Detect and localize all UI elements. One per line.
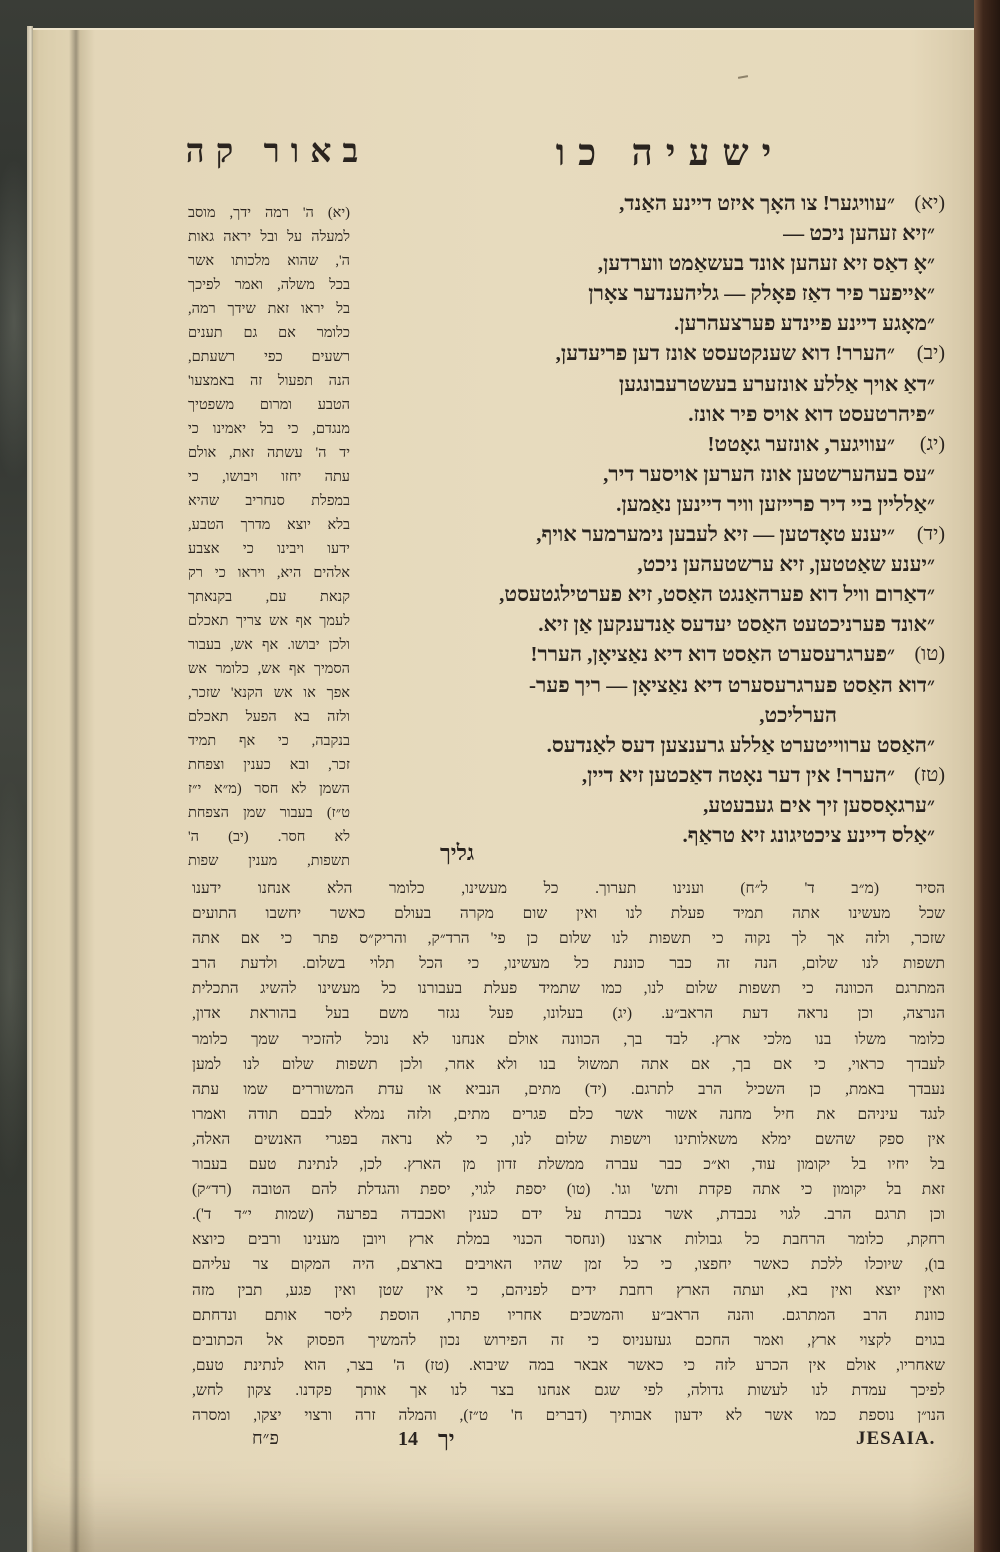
translation-line <box>440 399 945 429</box>
side-commentary-line: (יא) ה' רמה ידך, מוסב <box>188 205 350 221</box>
translation-line <box>440 609 945 639</box>
binding-edge <box>974 0 1000 1552</box>
side-commentary-line: במפלת סנחריב שהיא <box>188 493 350 509</box>
translation-line-text: ״פערגרעסערט האַסט דוא דיא נאַציאָן, הערר! <box>530 642 895 667</box>
bottom-commentary-line: נעבדך באמת, כן השכיל הרב לתרגם. (יד) מתים, הנביא או עדת המשוררים שמו עתה <box>192 1080 945 1098</box>
translation-line-text: ״הערר! דוא שענקטעסט אונז דען פריעדען, <box>555 341 895 366</box>
verse-number: (טו) <box>914 643 945 666</box>
translation-line <box>440 459 945 489</box>
translation-line <box>440 218 945 248</box>
side-commentary-line: בכל משלה, ואמר לפיכך <box>188 277 350 293</box>
side-commentary-line: קנאת עם, בקנאתך <box>188 589 350 605</box>
translation-line-text: הערליכט, <box>759 702 837 727</box>
bottom-commentary-line: כוונת הרב המתרגם. והנה הראב״ע והמשכים אחריו פתרו, הוספת ליסר אותם ונדחתם <box>192 1306 945 1324</box>
translation-line-text: ״אַלליין ביי דיר פרייזען וויר דיינען נאַמען. <box>616 491 935 516</box>
translation-line-text: ״עוויגער! צו האָך איזט דיינע האַנד, <box>619 191 895 215</box>
side-commentary-line: הסמיך אף אש, כלומר אש <box>188 661 350 677</box>
translation-line-text: ״פיהרטעסט דוא אויס פיר אונז. <box>688 401 935 426</box>
bottom-commentary-line: רחקת, כלומר הרחבת כל גבולות ארצנו (ונחסר הכנוי במלת ארץ ויובן מענינו ורבים כיוצא <box>192 1231 945 1249</box>
side-commentary-line: השמן לא חסר (מ״א י״ז <box>188 781 350 797</box>
side-commentary-line: בנקבה, כי אף תמיד <box>188 733 350 749</box>
bottom-commentary-line: וכן תרגם הרב. לגוי נכבדת, אשר נכבדת על ידם כענין ואכבדה בפרעה (שמות י״ד ד'). <box>192 1206 945 1224</box>
side-commentary-line: ט״ז) בעבור שמן הצפחת <box>188 805 350 821</box>
side-commentary-line: ולכן יבושו. אף אש, בעבור <box>188 637 350 653</box>
translation-line <box>440 639 945 669</box>
bottom-commentary-line: לעבדך כראוי, כי אם בך, אם אתה תמשול בנו ולא אחר, ולכן תשפות שלום לנו למען <box>192 1055 945 1073</box>
translation-line <box>440 579 945 609</box>
side-commentary-line: זכר, ובא כענין וצפחת <box>188 757 350 773</box>
verse-number: (טז) <box>914 763 945 786</box>
verse-number: (יא) <box>914 192 945 214</box>
bottom-commentary-line: הסיר (מ״ב ד' ל״ח) וענינו תערוך. כל מעשינו, כלומר הלא אנחנו ידענו <box>192 880 945 897</box>
bottom-commentary-line: בל יחיו בל יקומון עוד, וא״כ כבר עברה ממשלת זדון מן הארץ. לכן, לנתינת טעם בעבור <box>192 1156 945 1174</box>
bottom-commentary-line: הנרצה, וכן נראה דעת הראב״ע. (יג) בעלונו, פעל נגזר משם בעל בהוראת אדון, <box>192 1005 945 1023</box>
translation-line-text: ״עס בעהערשטען אונז הערען אויסער דיר, <box>603 461 935 486</box>
translation-line-text: ״אַלס דיינע ציכטיגונג זיא טראַף. <box>682 822 935 847</box>
translation-line-text: ״האַסט ערווייטערט אַללע גרענצען דעס לאַנדעס. <box>546 732 935 757</box>
side-commentary-line: יד ה' עשתה זאת, אולם <box>188 445 350 461</box>
translation-line-text: ״יענע שאַטטען, זיא ערשטעהען ניכט, <box>637 552 935 577</box>
translation-line <box>440 188 945 218</box>
side-commentary-column <box>188 201 350 873</box>
verse-number: (יב) <box>916 342 945 365</box>
side-commentary-line: בלא יוצא מדרך הטבע, <box>188 517 350 533</box>
side-commentary-line: ה', שהוא מלכותו אשר <box>188 253 350 269</box>
footer-sheet-letters: יך <box>438 1426 455 1451</box>
bottom-commentary-line: ואין יוצא ואין בא, ועתה הארץ רחבת ידים לפניהם, כי אין שטן ואין פגע, תבין מזה <box>192 1281 945 1299</box>
translation-line-text: ״דוא האַסט פערגרעסערט דיא נאַציאָן — ריך פער- <box>529 672 935 697</box>
side-commentary-line: לא חסר. (יב) ה' <box>188 829 350 845</box>
translation-line <box>440 278 945 308</box>
translation-line <box>440 489 945 519</box>
commentary-title: באור קה <box>185 134 370 170</box>
side-commentary-line: עתה יחזו ויבושו, כי <box>188 469 350 485</box>
side-commentary-line: בל יראו זאת שידך רמה, <box>188 301 350 317</box>
translation-line <box>440 790 945 820</box>
bottom-commentary-line: שאחריו, אולם אין הכרע לזה כי כאשר אבאר במה שיבוא. (טז) ה' בצר, הוא לנתינת טעם, <box>192 1356 945 1374</box>
side-commentary-line: רשעים כפי רשעתם, <box>188 349 350 365</box>
translation-line-text: ״דאַ אויך אַללע אונזערע בעשטרעבונגען <box>618 371 935 396</box>
translation-line-text: ״דאַרום וויל דוא פערהאַנגט האַסט, זיא פערטילגטעסט, <box>499 582 935 607</box>
translation-line <box>440 760 945 790</box>
side-commentary-line: כלומר אם גם תענים <box>188 325 350 341</box>
side-commentary-line: תשפות, מענין שפות <box>188 853 350 869</box>
bottom-commentary-line: שכל מעשינו אתה תמיד פעלת לנו ואין שום מקרה בעולם כאשר יחשבו התועים <box>192 905 945 923</box>
translation-line-text: ״אייפער פיר דאַז פאָלק — גליהענדער צאָרן <box>588 281 935 306</box>
bottom-commentary-line: לפיכך עמדת לנו לעשות גדולה, לפי שגם אנחנו בצר לנו אך אותך פקדנו. צקון לחש, <box>192 1381 945 1399</box>
translation-line-text: ״אונד פערניכטעט האַסט יעדעס אַנדענקען אַן זיא. <box>538 612 935 637</box>
bottom-commentary-line: הנו״ן נוספת כמו אשר לא ידעון אבותיך (דברים ח' ט״ז), והמלה זרה ורצוי יצקו, ומסרה <box>192 1406 945 1424</box>
translation-line <box>440 338 945 368</box>
translation-line <box>440 248 945 278</box>
side-commentary-line: למעלה על ובל יראה גאות <box>188 229 350 245</box>
translation-line-text: ״מאָגע דיינע פיינדע פערצעהרען. <box>674 311 935 336</box>
translation-line-text: ״ערגאָססען זיך אים געבעטע, <box>703 792 935 817</box>
translation-line-text: ״אָ דאַס זיא זעהען אונד בעשאַמט ווערדען, <box>597 251 935 276</box>
translation-line-text: ״יענע טאָדטען — זיא לעבען נימערמער אויף, <box>536 522 895 547</box>
translation-line-text: ״עוויגער, אונזער גאָטט! <box>707 431 895 456</box>
bottom-commentary-line: תשפות לנו שלום, הנה זה כבר כוננת כל מעשינו, כי הכל תלוי בשלום. ולדעת הרב <box>192 955 945 973</box>
translation-line <box>440 549 945 579</box>
translation-line <box>440 369 945 399</box>
footer-signature: פ״ח <box>252 1428 279 1448</box>
side-commentary-line: אפך או אש הקנא' שזכר, <box>188 685 350 701</box>
catchword: גליך <box>440 840 475 865</box>
translation-line <box>440 730 945 760</box>
running-title: ישעיה כו <box>555 133 785 174</box>
bottom-commentary-line: שזכר, ולזה אך לך נקוה כי תשפות לנו שלום כן פי' הרד״ק, והריק״ס פתר כי אם אתה <box>192 930 945 948</box>
translation-line <box>440 429 945 459</box>
translation-line-text: ״הערר! אין דער נאָטה דאַכטען זיא דיין, <box>581 762 895 787</box>
bottom-commentary-line: כלומר משלו בנו מלכי ארץ. לבד בך, הכוונה אולם אנחנו לא נוכל להזכיר שמך כלומר <box>192 1030 945 1048</box>
translation-column <box>440 188 945 850</box>
side-commentary-line: ולזה בא הפעל תאכלם <box>188 709 350 725</box>
bottom-commentary-block <box>192 876 945 1428</box>
translation-line <box>440 519 945 549</box>
bottom-commentary-line: בו), שיוכלו ללכת כאשר יחפצו, כי כל זמן שהיו האויבים בארצם, היה המקום צר עליהם <box>192 1256 945 1274</box>
verse-number: (יד) <box>916 523 945 546</box>
bottom-commentary-line: המתרגם הכוונה כי תשפות שלום לנו, כמו שתמיד פעלת בעבורנו כל מעשינו להשיג התכלית <box>192 980 945 998</box>
verse-number: (יג) <box>919 432 945 455</box>
translation-line <box>440 670 945 700</box>
side-commentary-line: הנה תפעול זה באמצעו' <box>188 373 350 389</box>
bottom-commentary-line: אין ספק שהשם ימלא משאלותינו וישפות שלום לנו, כי לא נראה בפגרי האנשים האלה, <box>192 1130 945 1148</box>
bottom-commentary-line: זאת בל יקומון כי אתה פקדת ותש' וגו'. (טו) יספת לגוי, יספת והגדלת להם הטובה (רד״ק) <box>192 1181 945 1199</box>
footer-sheet-number: 14 <box>398 1428 418 1450</box>
side-commentary-line: מנגדם, כי בל יאמינו כי <box>188 421 350 437</box>
footer-book-name: JESAIA. <box>856 1428 936 1449</box>
translation-line-text: ״זיא זעהען ניכט — <box>783 221 935 246</box>
translation-line <box>440 700 945 730</box>
translation-line <box>440 308 945 338</box>
bottom-commentary-line: בגוים לקצוי ארץ, ואמר החכם געזעניוס כי זה הפירוש נכון להמשיך הפסוק אל הכתובים <box>192 1331 945 1349</box>
side-commentary-line: אלהים היא, ויראו כי רק <box>188 565 350 581</box>
side-commentary-line: ידעו ויבינו כי אצבע <box>188 541 350 557</box>
side-commentary-line: לעמך אף אש צריך תאכלם <box>188 613 350 629</box>
bottom-commentary-line: לנגד עיניהם את חיל מחנה אשור אשר כלם פגרים מתים, ולזה נמלא לבבם תודה ואמרו <box>192 1105 945 1123</box>
side-commentary-line: הטבע ומרום משפטיך <box>188 397 350 413</box>
